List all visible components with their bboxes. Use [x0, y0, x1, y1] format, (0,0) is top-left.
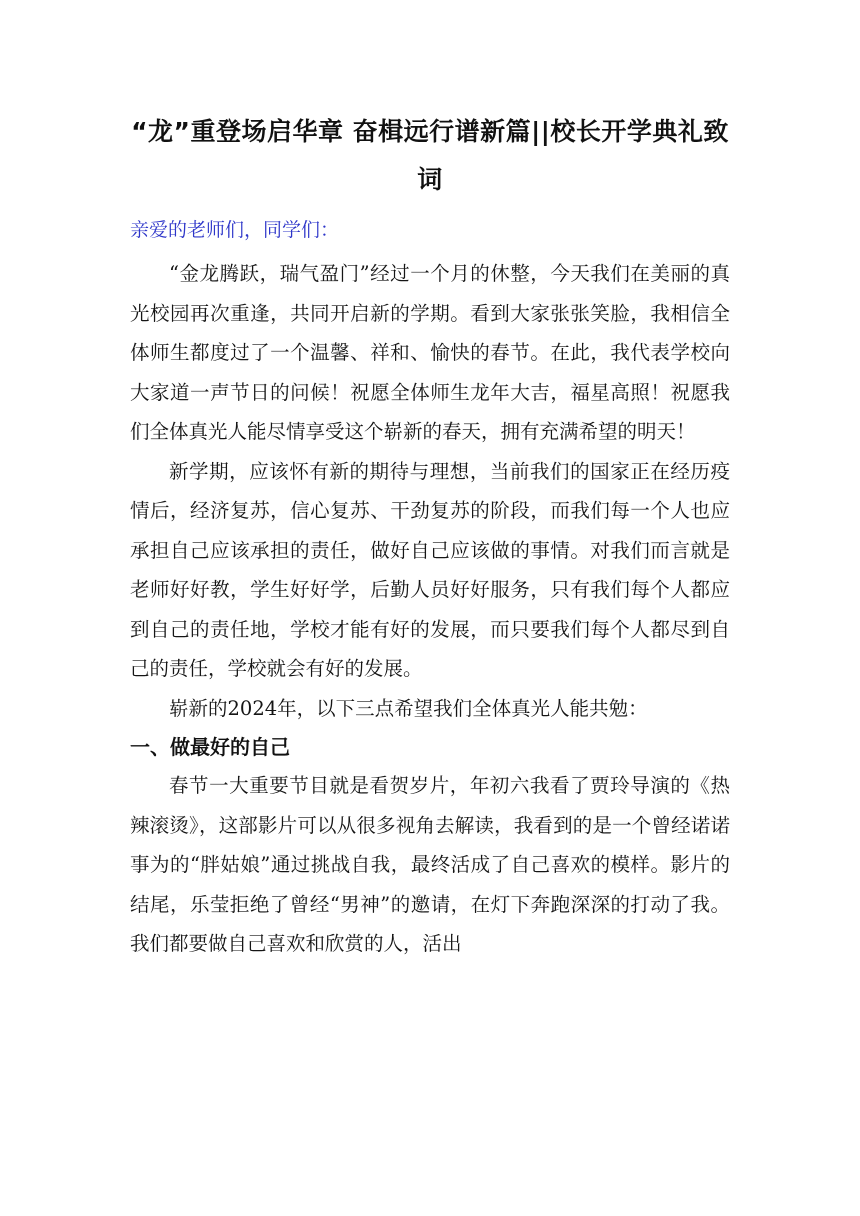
body-paragraph-three-hopes: 崭新的2024年，以下三点希望我们全体真光人能共勉： [169, 696, 648, 720]
body-paragraph-section1: 春节一大重要节目就是看贺岁片，年初六我看了贾玲导演的《热辣滚烫》，这部影片可以从很多视角去解读，我看到的是一个曾经诺诺事为的“胖姑娘”通过挑战自我，最终活成了自己喜欢的模样。影片的结尾，乐莹拒绝了曾经“男神”的邀请，在灯下奔跑深深的打动了我。我们都要做自己喜欢和欣赏的人，活出 [130, 774, 730, 955]
document-title: “龙”重登场启华章 奋楫远行谱新篇||校长开学典礼致词 [131, 117, 729, 194]
body-paragraph-greeting: “金龙腾跃，瑞气盈门”经过一个月的休整，今天我们在美丽的真光校园再次重逢，共同开启新的学期。看到大家张张笑脸，我相信全体师生都度过了一个温馨、祥和、愉快的春节。在此，我代表学校向大家道一声节日的问候！祝愿全体师生龙年大吉，福星高照！祝愿我们全体真光人能尽情享受这个崭新的春天，拥有充满希望的明天！ [130, 262, 730, 443]
body-paragraph-new-semester: 新学期，应该怀有新的期待与理想，当前我们的国家正在经历疫情后，经济复苏，信心复苏、干劲复苏的阶段，而我们每一个人也应承担自己应该承担的责任，做好自己应该做的事情。对我们而言就是老师好好教，学生好好学，后勤人员好好服务，只有我们每个人都应到自己的责任地，学校才能有好的发展，而只要我们每个人都尽到自己的责任，学校就会有好的发展。 [130, 459, 730, 680]
salutation: 亲爱的老师们，同学们： [130, 219, 340, 241]
section-heading-1: 一、做最好的自己 [130, 735, 290, 759]
document-page [130, 108, 730, 964]
